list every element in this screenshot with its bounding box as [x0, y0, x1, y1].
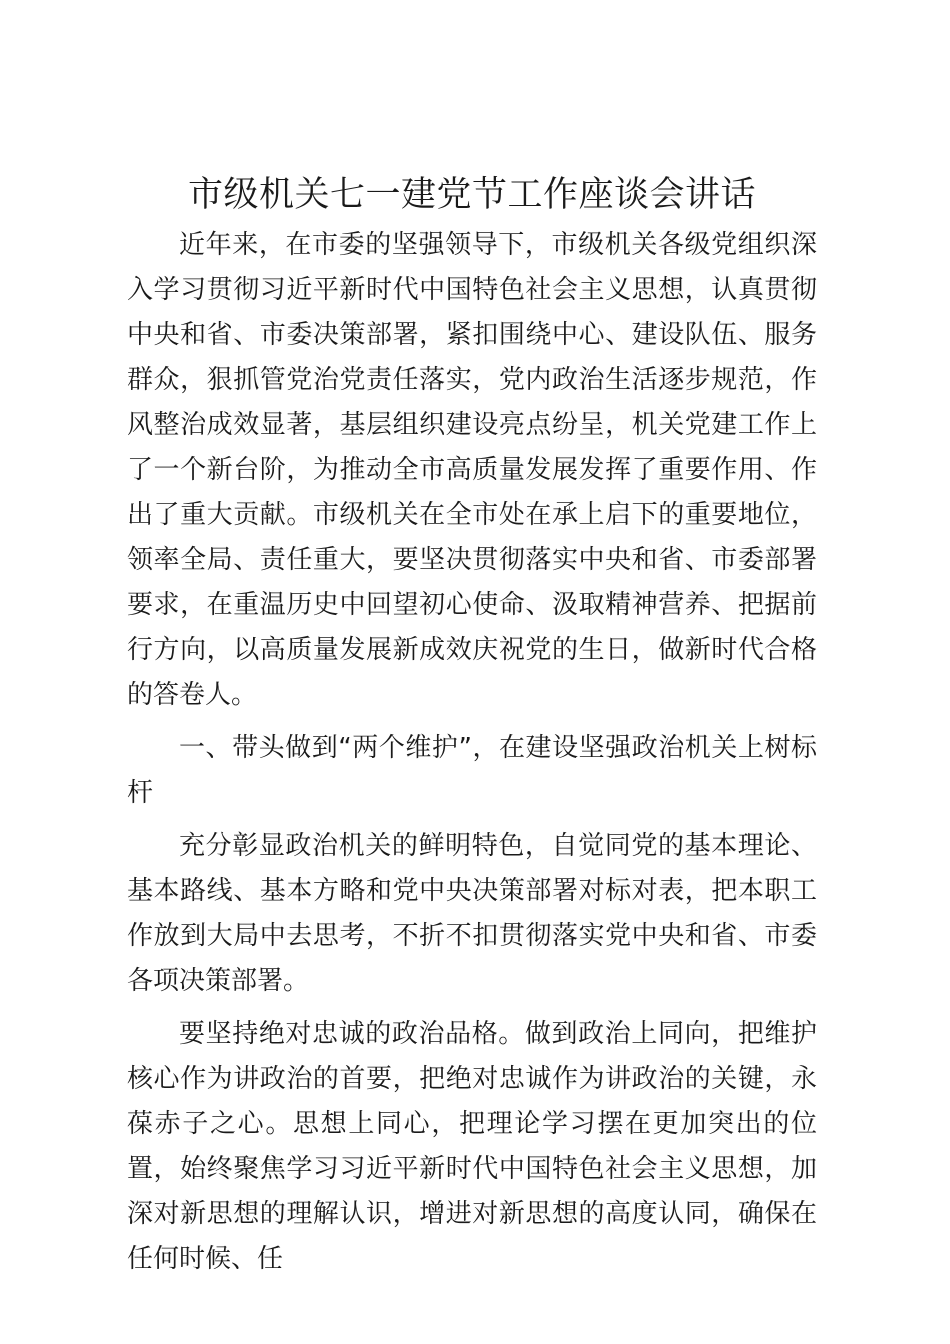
document-body — [127, 170, 817, 1290]
section-heading-1: 一、带头做到“两个维护”，在建设坚强政治机关上树标杆 — [127, 733, 817, 808]
paragraph-intro: 近年来，在市委的坚强领导下，市级机关各级党组织深入学习贯彻习近平新时代中国特色社会主义思想，认真贯彻中央和省、市委决策部署，紧扣围绕中心、建设队伍、服务群众，狠抓管党治党责任落实，党内政治生活逐步规范，作风整治成效显著，基层组织建设亮点纷呈，机关党建工作上了一个新台阶，为推动全市高质量发展发挥了重要作用、作出了重大贡献。市级机关在全市处在承上启下的重要地位，领率全局、责任重大，要坚决贯彻落实中央和省、市委部署要求，在重温历史中回望初心使命、汲取精神营养、把据前行方向，以高质量发展新成效庆祝党的生日，做新时代合格的答卷人。 — [127, 230, 817, 710]
paragraph-loyalty: 要坚持绝对忠诚的政治品格。做到政治上同向，把维护核心作为讲政治的首要，把绝对忠诚作为讲政治的关键，永葆赤子之心。思想上同心，把理论学习摆在更加突出的位置，始终聚焦学习习近平新时代中国特色社会主义思想，加深对新思想的理解认识，增进对新思想的高度认同，确保在任何时候、任 — [127, 1019, 817, 1274]
document-title: 市级机关七一建党节工作座谈会讲话 — [187, 175, 756, 215]
paragraph-section-1-summary: 充分彰显政治机关的鲜明特色，自觉同党的基本理论、基本路线、基本方略和党中央决策部署对标对表，把本职工作放到大局中去思考，不折不扣贯彻落实党中央和省、市委各项决策部署。 — [127, 831, 817, 996]
